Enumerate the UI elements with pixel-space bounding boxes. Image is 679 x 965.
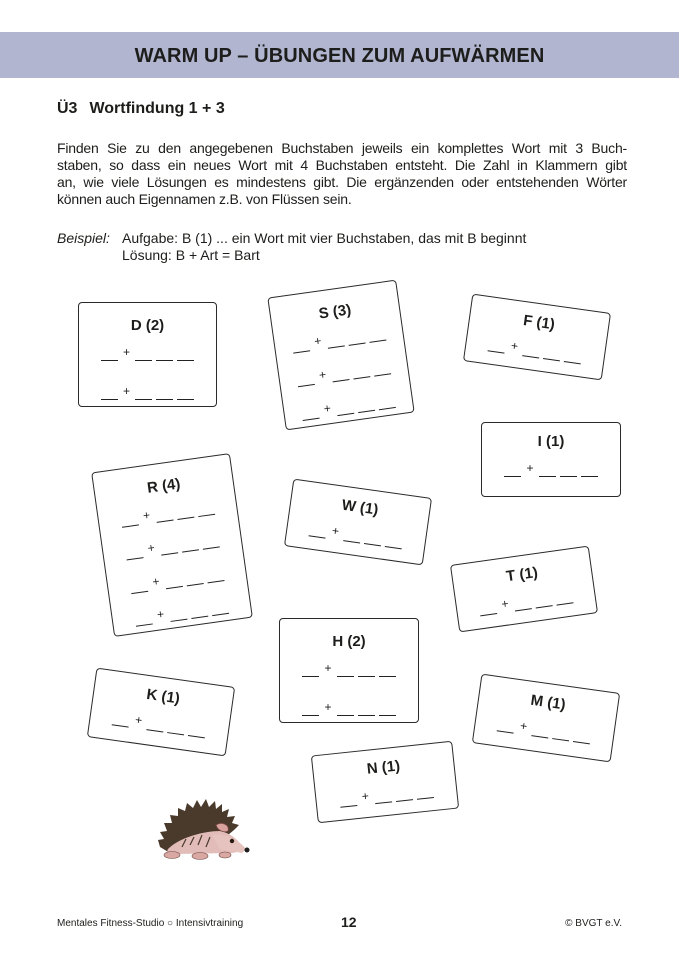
answer-row: [90, 708, 229, 741]
example-task: Aufgabe: B (1) ... ein Wort mit vier Buchstaben, das mit B beginnt: [122, 230, 527, 246]
plus-sign: +: [500, 596, 510, 612]
letter-blank[interactable]: [298, 383, 315, 387]
card-n: [311, 741, 459, 823]
exercise-number: Ü3: [57, 100, 78, 117]
word-letter-blank[interactable]: [531, 734, 548, 738]
letter-blank[interactable]: [127, 556, 144, 560]
word-letter-blank[interactable]: [198, 513, 215, 517]
word-letter-blank[interactable]: [416, 796, 433, 800]
answer-row: [475, 714, 614, 747]
card-m: [472, 674, 620, 763]
card-i: [481, 422, 621, 497]
word-letter-blank[interactable]: [135, 359, 152, 361]
word-letter-blank[interactable]: [156, 359, 173, 361]
plus-sign: +: [318, 367, 328, 383]
card-solution-count: (1): [358, 499, 380, 519]
word-letter-blank[interactable]: [337, 675, 354, 677]
instructions: [57, 140, 627, 208]
card-t: [450, 546, 598, 633]
card-title: [270, 295, 399, 330]
word-letter-blank[interactable]: [191, 615, 208, 619]
plus-sign: +: [361, 788, 370, 804]
letter-blank[interactable]: [504, 475, 521, 477]
card-solution-count: (1): [535, 313, 556, 334]
answer-row: [482, 463, 620, 477]
card-solution-count: (1): [546, 433, 565, 450]
plus-sign: +: [322, 401, 332, 416]
letter-blank[interactable]: [497, 729, 514, 733]
plus-sign: +: [519, 718, 529, 734]
card-letter: W: [340, 496, 358, 516]
plus-sign: +: [142, 507, 152, 523]
card-letter: F: [522, 312, 534, 331]
word-letter-blank[interactable]: [170, 618, 187, 622]
letter-blank[interactable]: [481, 612, 498, 616]
answer-row: [79, 386, 216, 400]
plus-sign: +: [156, 606, 165, 622]
card-letter: I: [537, 433, 542, 450]
word-letter-blank[interactable]: [156, 519, 173, 523]
answer-row: [279, 358, 408, 390]
word-letter-blank[interactable]: [535, 604, 552, 608]
card-h: [279, 618, 419, 723]
hedgehog-icon: [150, 785, 260, 865]
answer-row: [108, 564, 247, 597]
letter-blank[interactable]: [112, 723, 129, 727]
example-solution: Lösung: B + Art = Bart: [122, 247, 260, 263]
card-title: [94, 679, 233, 715]
word-letter-blank[interactable]: [379, 714, 396, 716]
word-letter-blank[interactable]: [167, 731, 184, 735]
letter-blank[interactable]: [309, 534, 326, 538]
answer-row: [316, 782, 457, 811]
card-r: [91, 453, 253, 637]
word-letter-blank[interactable]: [343, 539, 360, 543]
plus-sign: +: [331, 523, 340, 539]
card-letter: K: [145, 685, 159, 705]
card-letter: N: [365, 759, 379, 778]
card-letter: M: [529, 691, 545, 711]
answer-row: [280, 702, 418, 716]
word-letter-blank[interactable]: [395, 798, 412, 802]
word-letter-blank[interactable]: [327, 344, 344, 348]
word-letter-blank[interactable]: [337, 714, 354, 716]
answer-row: [275, 324, 404, 356]
card-letter: D: [130, 317, 142, 334]
word-letter-blank[interactable]: [358, 675, 375, 677]
word-letter-blank[interactable]: [522, 354, 539, 358]
word-letter-blank[interactable]: [556, 601, 573, 605]
card-title: [94, 468, 233, 504]
instructions-line: Finden Sie zu den angegebenen Buchstaben jeweils ein komplettes Wort mit 3 Buch-: [57, 140, 627, 156]
word-letter-blank[interactable]: [337, 412, 354, 416]
letter-blank[interactable]: [302, 675, 319, 677]
card-solution-count: (1): [380, 757, 401, 777]
card-title: [280, 633, 418, 650]
card-title: [79, 317, 216, 334]
plus-sign: +: [122, 384, 130, 398]
word-letter-blank[interactable]: [374, 372, 391, 376]
word-letter-blank[interactable]: [181, 549, 198, 553]
answer-row: [280, 663, 418, 677]
word-letter-blank[interactable]: [363, 542, 380, 546]
plus-sign: +: [151, 573, 161, 589]
answer-row: [98, 498, 237, 531]
letter-blank[interactable]: [132, 589, 149, 593]
word-letter-blank[interactable]: [135, 398, 152, 400]
plus-sign: +: [122, 345, 130, 359]
answer-row: [457, 586, 596, 619]
card-w: [284, 479, 432, 566]
word-letter-blank[interactable]: [177, 398, 194, 400]
card-letter: R: [146, 478, 160, 497]
word-letter-blank[interactable]: [156, 398, 173, 400]
word-letter-blank[interactable]: [177, 359, 194, 361]
exercise-title: Wortfindung 1 + 3: [89, 100, 225, 117]
word-letter-blank[interactable]: [212, 612, 229, 616]
word-letter-blank[interactable]: [379, 675, 396, 677]
word-letter-blank[interactable]: [384, 545, 401, 549]
word-letter-blank[interactable]: [357, 409, 374, 413]
card-letter: S: [317, 304, 330, 323]
card-s: [267, 280, 414, 431]
word-letter-blank[interactable]: [552, 737, 569, 741]
word-letter-blank[interactable]: [146, 728, 163, 732]
word-letter-blank[interactable]: [353, 375, 370, 379]
card-solution-count: (1): [518, 564, 539, 584]
card-letter: H: [332, 633, 344, 650]
card-letter: T: [505, 567, 517, 586]
footer-right: © BVGT e.V.: [565, 918, 622, 929]
word-letter-blank[interactable]: [572, 740, 589, 744]
plus-sign: +: [146, 540, 156, 556]
answer-row: [284, 392, 413, 424]
card-k: [87, 668, 235, 757]
word-letter-blank[interactable]: [563, 360, 580, 364]
word-letter-blank[interactable]: [581, 475, 598, 477]
answer-row: [466, 334, 605, 367]
card-title: [470, 305, 609, 341]
word-letter-blank[interactable]: [187, 734, 204, 738]
letter-blank[interactable]: [136, 622, 153, 626]
word-letter-blank[interactable]: [177, 516, 194, 520]
letter-blank[interactable]: [101, 359, 118, 361]
header-band: [0, 32, 679, 78]
page-number: 12: [341, 914, 357, 930]
instructions-line: staben, so dass ein neues Wort mit 4 Buchstaben entsteht. Die Zahl in Klammern gibt: [57, 157, 627, 173]
instructions-line: an, wie viele Lösungen es mindestens gibt. Die ergänzenden oder entstehenden Wörter: [57, 174, 627, 190]
footer-left: Mentales Fitness-Studio ○ Intensivtraining: [57, 918, 244, 929]
plus-sign: +: [526, 461, 534, 475]
answer-row: [103, 531, 242, 564]
card-d: [78, 302, 217, 407]
word-letter-blank[interactable]: [514, 607, 531, 611]
word-letter-blank[interactable]: [378, 406, 395, 410]
letter-blank[interactable]: [294, 349, 311, 353]
word-letter-blank[interactable]: [375, 800, 392, 804]
card-f: [463, 294, 611, 381]
word-letter-blank[interactable]: [539, 475, 556, 477]
word-letter-blank[interactable]: [369, 339, 386, 343]
card-title: [482, 433, 620, 450]
letter-blank[interactable]: [101, 398, 118, 400]
answer-row: [79, 347, 216, 361]
card-solution-count: (1): [546, 694, 567, 714]
letter-blank[interactable]: [341, 804, 358, 808]
card-title: [291, 490, 430, 526]
card-title: [479, 685, 618, 721]
card-title: [452, 557, 591, 593]
word-letter-blank[interactable]: [358, 714, 375, 716]
plus-sign: +: [324, 661, 332, 675]
answer-row: [287, 519, 426, 552]
card-solution-count: (4): [160, 475, 182, 495]
card-solution-count: (2): [347, 633, 366, 650]
word-letter-blank[interactable]: [207, 579, 224, 583]
word-letter-blank[interactable]: [348, 342, 365, 346]
word-letter-blank[interactable]: [161, 552, 178, 556]
letter-blank[interactable]: [122, 523, 139, 527]
card-title: [313, 752, 454, 784]
word-letter-blank[interactable]: [165, 585, 182, 589]
answer-row: [112, 597, 251, 630]
plus-sign: +: [510, 338, 519, 354]
page-title: WARM UP – ÜBUNGEN ZUM AUFWÄRMEN: [134, 44, 545, 67]
example-label: Beispiel:: [57, 230, 110, 246]
instructions-line: können auch Eigennamen z.B. von Flüssen sein.: [57, 191, 352, 207]
card-solution-count: (1): [160, 688, 181, 708]
word-letter-blank[interactable]: [560, 475, 577, 477]
letter-blank[interactable]: [303, 417, 320, 421]
letter-blank[interactable]: [302, 714, 319, 716]
plus-sign: +: [134, 712, 144, 728]
plus-sign: +: [324, 700, 332, 714]
plus-sign: +: [313, 333, 323, 349]
word-letter-blank[interactable]: [332, 378, 349, 382]
word-letter-blank[interactable]: [186, 582, 203, 586]
exercise-heading: [57, 100, 225, 118]
letter-blank[interactable]: [488, 349, 505, 353]
word-letter-blank[interactable]: [202, 546, 219, 550]
word-letter-blank[interactable]: [542, 357, 559, 361]
card-solution-count: (3): [331, 301, 353, 321]
card-solution-count: (2): [145, 317, 165, 334]
